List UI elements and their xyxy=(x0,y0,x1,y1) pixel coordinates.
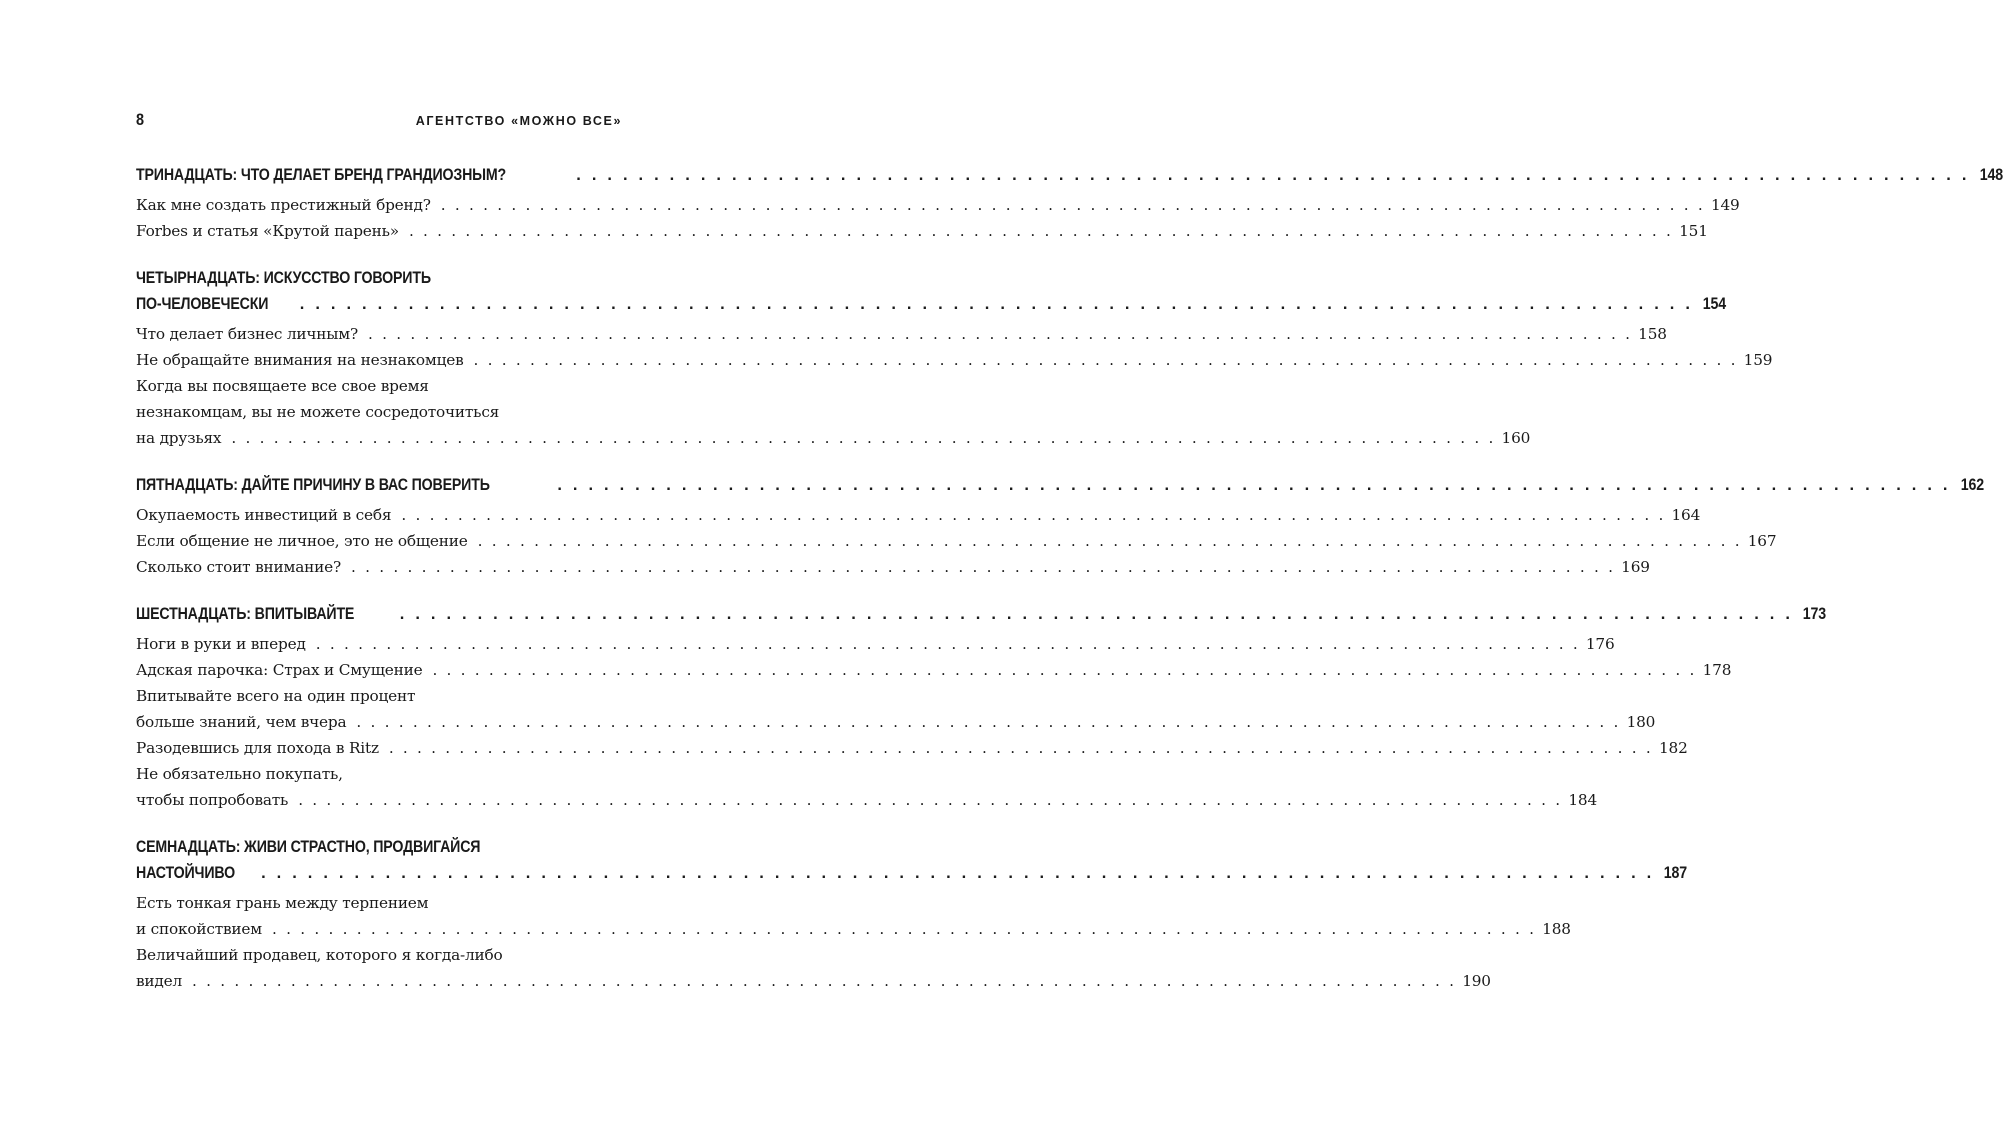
chapter-title-label: ПЯТНАДЦАТЬ: ДАЙТЕ ПРИЧИНУ В ВАС ПОВЕРИТЬ xyxy=(136,476,490,494)
toc-entry xyxy=(136,347,1773,373)
chapter-title-text xyxy=(136,601,390,627)
toc-entry xyxy=(136,631,1615,657)
page-ref: 149 xyxy=(1710,196,1740,214)
entry-text: Разодевшись для похода в Ritz xyxy=(136,739,379,757)
chapter-title-line xyxy=(136,860,1688,886)
page-ref: 190 xyxy=(1462,972,1491,990)
entry-line xyxy=(136,554,1650,580)
chapter-title-text xyxy=(136,860,251,886)
entry-line xyxy=(136,916,1571,942)
dot-leader: . . . . . . . . . . . . . . . . . . . . . . . . . . . . . . . . . . . . . . . . . . . . . . . . . . . . . . . . . . . . . . . . . . . . . . . . . . . . . . . . . . . . . . . . . . xyxy=(576,166,1970,184)
dot-leader: . . . . . . . . . . . . . . . . . . . . . . . . . . . . . . . . . . . . . . . . . . . . . . . . . . . . . . . . . . . . . . . . . . . . . . . . . . . . . . . . . . . . . . . . . . xyxy=(473,351,1738,369)
chapter-title-label: НАСТОЙЧИВО xyxy=(136,864,235,882)
entry-line xyxy=(136,425,1531,451)
chapter-title-label: ПО-ЧЕЛОВЕЧЕСКИ xyxy=(136,295,269,313)
page-ref: 169 xyxy=(1621,558,1650,576)
toc-entry xyxy=(136,683,1656,735)
chapter-title-line xyxy=(136,291,1727,317)
entry-line xyxy=(136,321,1667,347)
chapter-heading xyxy=(136,834,1688,886)
entry-text: Если общение не личное, это не общение xyxy=(136,532,468,550)
toc-entry xyxy=(136,761,1597,813)
page-ref: 159 xyxy=(1743,351,1773,369)
toc-entry xyxy=(136,942,1491,994)
dot-leader: . . . . . . . . . . . . . . . . . . . . . . . . . . . . . . . . . . . . . . . . . . . . . . . . . . . . . . . . . . . . . . . . . . . . . . . . . . . . . . . . . . . . . . . . . . xyxy=(356,713,1621,731)
page-ref: 164 xyxy=(1671,506,1701,524)
entry-text-line: незнакомцам, вы не можете сосредоточиться xyxy=(136,403,500,421)
page-ref: 154 xyxy=(1702,295,1727,313)
page-ref: 184 xyxy=(1568,791,1597,809)
toc-entry xyxy=(136,373,1531,451)
entry-text: чтобы попробовать xyxy=(136,791,289,809)
toc-entry xyxy=(136,735,1688,761)
chapter-title-line xyxy=(136,162,2003,188)
chapter-heading xyxy=(136,162,2003,188)
toc-entry xyxy=(136,528,1777,554)
dot-leader: . . . . . . . . . . . . . . . . . . . . . . . . . . . . . . . . . . . . . . . . . . . . . . . . . . . . . . . . . . . . . . . . . . . . . . . . . . . . . . . . . . . . . . . . . . xyxy=(557,476,1951,494)
entry-text-line: Впитывайте всего на один процент xyxy=(136,687,416,705)
toc-entry xyxy=(136,554,1650,580)
chapter-title-label: ШЕСТНАДЦАТЬ: ВПИТЫВАЙТЕ xyxy=(136,605,355,623)
entry-text-line: Величайший продавец, которого я когда-либо xyxy=(136,946,503,964)
toc-entry xyxy=(136,321,1667,347)
dot-leader: . . . . . . . . . . . . . . . . . . . . . . . . . . . . . . . . . . . . . . . . . . . . . . . . . . . . . . . . . . . . . . . . . . . . . . . . . . . . . . . . . . . . . . . . . . xyxy=(408,222,1674,240)
dot-leader: . . . . . . . . . . . . . . . . . . . . . . . . . . . . . . . . . . . . . . . . . . . . . . . . . . . . . . . . . . . . . . . . . . . . . . . . . . . . . . . . . . . . . . . . . . xyxy=(350,558,1616,576)
dot-leader: . . . . . . . . . . . . . . . . . . . . . . . . . . . . . . . . . . . . . . . . . . . . . . . . . . . . . . . . . . . . . . . . . . . . . . . . . . . . . . . . . . . . . . . . . . xyxy=(440,196,1705,214)
entry-line xyxy=(136,218,1708,244)
entry-text: Forbes и статья «Крутой парень» xyxy=(136,222,399,240)
page-ref: 188 xyxy=(1542,920,1571,938)
toc-entry xyxy=(136,218,1708,244)
book-page xyxy=(136,110,2003,1015)
page-ref: 167 xyxy=(1747,532,1777,550)
entry-line xyxy=(136,968,1491,994)
entry-text-line: Есть тонкая грань между терпением xyxy=(136,894,429,912)
chapter-section xyxy=(136,834,1688,994)
chapter-heading xyxy=(136,601,1827,627)
chapter-title-line xyxy=(136,472,1984,498)
entry-text: Что делает бизнес личным? xyxy=(136,325,358,343)
running-title: АГЕНТСТВО «МОЖНО ВСЕ» xyxy=(415,114,622,128)
entry-text: видел xyxy=(136,972,182,990)
dot-leader: . . . . . . . . . . . . . . . . . . . . . . . . . . . . . . . . . . . . . . . . . . . . . . . . . . . . . . . . . . . . . . . . . . . . . . . . . . . . . . . . . . . . . . . . . . xyxy=(271,920,1537,938)
chapter-title-label: СЕМНАДЦАТЬ: ЖИВИ СТРАСТНО, ПРОДВИГАЙСЯ xyxy=(136,838,481,856)
dot-leader: . . . . . . . . . . . . . . . . . . . . . . . . . . . . . . . . . . . . . . . . . . . . . . . . . . . . . . . . . . . . . . . . . . . . . . . . . . . . . . . . . . . . . . . . . . xyxy=(298,791,1563,809)
page-ref: 176 xyxy=(1585,635,1615,653)
entry-text: Не обращайте внимания на незнакомцев xyxy=(136,351,464,369)
dot-leader: . . . . . . . . . . . . . . . . . . . . . . . . . . . . . . . . . . . . . . . . . . . . . . . . . . . . . . . . . . . . . . . . . . . . . . . . . . . . . . . . . . . . . . . . . . xyxy=(315,635,1580,653)
page-ref: 182 xyxy=(1659,739,1688,757)
dot-leader: . . . . . . . . . . . . . . . . . . . . . . . . . . . . . . . . . . . . . . . . . . . . . . . . . . . . . . . . . . . . . . . . . . . . . . . . . . . . . . . . . . . . . . . . . . xyxy=(401,506,1666,524)
dot-leader: . . . . . . . . . . . . . . . . . . . . . . . . . . . . . . . . . . . . . . . . . . . . . . . . . . . . . . . . . . . . . . . . . . . . . . . . . . . . . . . . . . . . . . . . . . xyxy=(367,325,1633,343)
chapter-title-line xyxy=(136,601,1827,627)
chapter-title-line xyxy=(136,265,622,291)
entry-line xyxy=(136,735,1688,761)
toc-entry xyxy=(136,502,1701,528)
chapter-title-text xyxy=(136,291,290,317)
page-ref: 160 xyxy=(1501,429,1531,447)
chapter-section xyxy=(136,601,1827,813)
chapter-section xyxy=(136,162,2003,244)
chapter-title-text xyxy=(136,162,566,188)
chapter-title-line xyxy=(136,834,622,860)
entry-text: на друзьях xyxy=(136,429,222,447)
entry-line xyxy=(136,502,1701,528)
chapter-section xyxy=(136,472,1984,580)
toc-entry xyxy=(136,657,1732,683)
dot-leader: . . . . . . . . . . . . . . . . . . . . . . . . . . . . . . . . . . . . . . . . . . . . . . . . . . . . . . . . . . . . . . . . . . . . . . . . . . . . . . . . . . . . . . . . . . xyxy=(299,295,1694,313)
entry-line xyxy=(136,709,1656,735)
entry-text: Окупаемость инвестиций в себя xyxy=(136,506,392,524)
chapter-heading xyxy=(136,472,1984,498)
page-number: 8 xyxy=(136,110,145,129)
page-ref: 148 xyxy=(1979,166,2003,184)
entry-text: Адская парочка: Страх и Смущение xyxy=(136,661,423,679)
dot-leader: . . . . . . . . . . . . . . . . . . . . . . . . . . . . . . . . . . . . . . . . . . . . . . . . . . . . . . . . . . . . . . . . . . . . . . . . . . . . . . . . . . . . . . . . . . xyxy=(261,864,1655,882)
table-of-contents xyxy=(136,162,2003,994)
chapter-title-text xyxy=(136,472,547,498)
entry-line xyxy=(136,192,1740,218)
entry-text-line: Когда вы посвящаете все свое время xyxy=(136,377,429,395)
dot-leader: . . . . . . . . . . . . . . . . . . . . . . . . . . . . . . . . . . . . . . . . . . . . . . . . . . . . . . . . . . . . . . . . . . . . . . . . . . . . . . . . . . . . . . . . . . xyxy=(399,605,1794,623)
entry-text: Ноги в руки и вперед xyxy=(136,635,306,653)
entry-line xyxy=(136,528,1777,554)
entry-line xyxy=(136,787,1597,813)
dot-leader: . . . . . . . . . . . . . . . . . . . . . . . . . . . . . . . . . . . . . . . . . . . . . . . . . . . . . . . . . . . . . . . . . . . . . . . . . . . . . . . . . . . . . . . . . . xyxy=(432,661,1697,679)
page-ref: 180 xyxy=(1626,713,1656,731)
entry-text: Сколько стоит внимание? xyxy=(136,558,341,576)
dot-leader: . . . . . . . . . . . . . . . . . . . . . . . . . . . . . . . . . . . . . . . . . . . . . . . . . . . . . . . . . . . . . . . . . . . . . . . . . . . . . . . . . . . . . . . . . . xyxy=(231,429,1496,447)
entry-text-line: Не обязательно покупать, xyxy=(136,765,343,783)
page-ref: 158 xyxy=(1638,325,1667,343)
dot-leader: . . . . . . . . . . . . . . . . . . . . . . . . . . . . . . . . . . . . . . . . . . . . . . . . . . . . . . . . . . . . . . . . . . . . . . . . . . . . . . . . . . . . . . . . . . xyxy=(192,972,1457,990)
entry-text: больше знаний, чем вчера xyxy=(136,713,347,731)
page-ref: 151 xyxy=(1679,222,1708,240)
chapter-section xyxy=(136,265,1773,451)
entry-text: Как мне создать престижный бренд? xyxy=(136,196,431,214)
chapter-heading xyxy=(136,265,1727,317)
page-ref: 178 xyxy=(1702,661,1732,679)
entry-line xyxy=(136,631,1615,657)
chapter-title-label: ЧЕТЫРНАДЦАТЬ: ИСКУССТВО ГОВОРИТЬ xyxy=(136,269,431,287)
toc-entry xyxy=(136,890,1571,942)
entry-line xyxy=(136,347,1773,373)
entry-text: и спокойствием xyxy=(136,920,262,938)
entry-line xyxy=(136,657,1732,683)
page-ref: 173 xyxy=(1802,605,1827,623)
page-ref: 187 xyxy=(1664,864,1688,882)
toc-entry xyxy=(136,192,1740,218)
dot-leader: . . . . . . . . . . . . . . . . . . . . . . . . . . . . . . . . . . . . . . . . . . . . . . . . . . . . . . . . . . . . . . . . . . . . . . . . . . . . . . . . . . . . . . . . . . xyxy=(388,739,1653,757)
running-header xyxy=(136,110,622,140)
dot-leader: . . . . . . . . . . . . . . . . . . . . . . . . . . . . . . . . . . . . . . . . . . . . . . . . . . . . . . . . . . . . . . . . . . . . . . . . . . . . . . . . . . . . . . . . . . xyxy=(477,532,1742,550)
page-ref: 162 xyxy=(1960,476,1984,494)
chapter-title-label: ТРИНАДЦАТЬ: ЧТО ДЕЛАЕТ БРЕНД ГРАНДИОЗНЫМ? xyxy=(136,166,507,184)
